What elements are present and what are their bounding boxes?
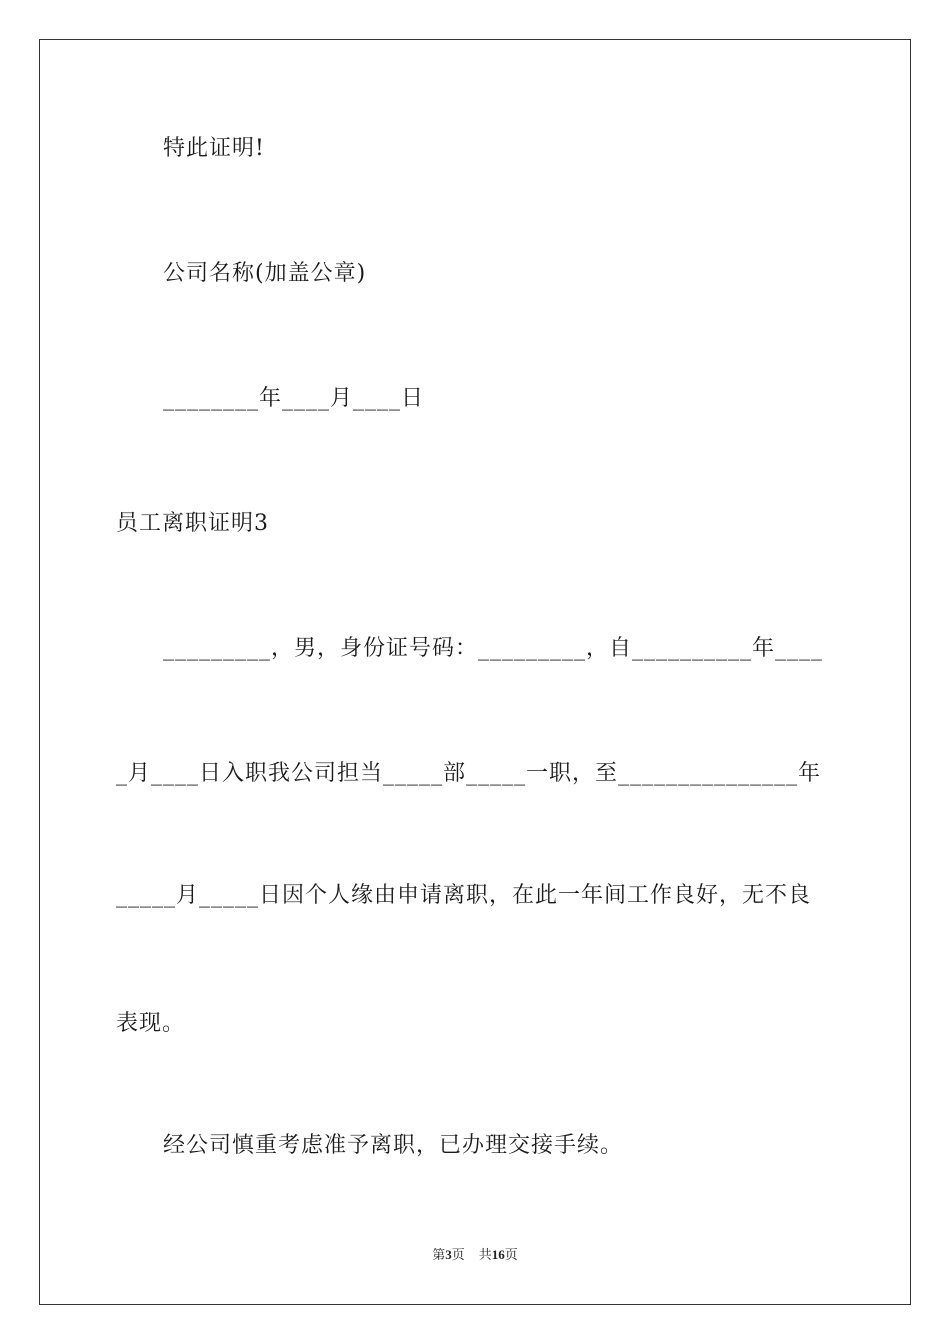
total-suffix: 页: [504, 1247, 518, 1262]
page-prefix: 第: [432, 1247, 446, 1262]
paragraph-line-4: 表现。: [116, 1011, 186, 1036]
section-heading: 员工离职证明3: [116, 511, 269, 536]
date-line: ________年____月____日: [163, 386, 425, 411]
page-suffix: 页: [451, 1247, 465, 1262]
page-number: 3: [445, 1247, 452, 1262]
paragraph-line-2: _月____日入职我公司担当_____部_____一职，至_______________年: [116, 761, 822, 786]
company-name-line: 公司名称(加盖公章): [163, 261, 367, 286]
approval-statement: 经公司慎重考虑准予离职，已办理交接手续。: [163, 1133, 624, 1158]
total-pages: 16: [491, 1247, 505, 1262]
page-border: [39, 39, 911, 1305]
paragraph-line-3: _____月_____日因个人缘由申请离职，在此一年间工作良好，无不良: [116, 883, 812, 908]
paragraph-line-1: _________，男，身份证号码：_________，自__________年____: [163, 636, 824, 661]
page-footer: [0, 1246, 950, 1264]
closing-statement: 特此证明!: [163, 136, 265, 161]
total-prefix: 共: [478, 1247, 492, 1262]
